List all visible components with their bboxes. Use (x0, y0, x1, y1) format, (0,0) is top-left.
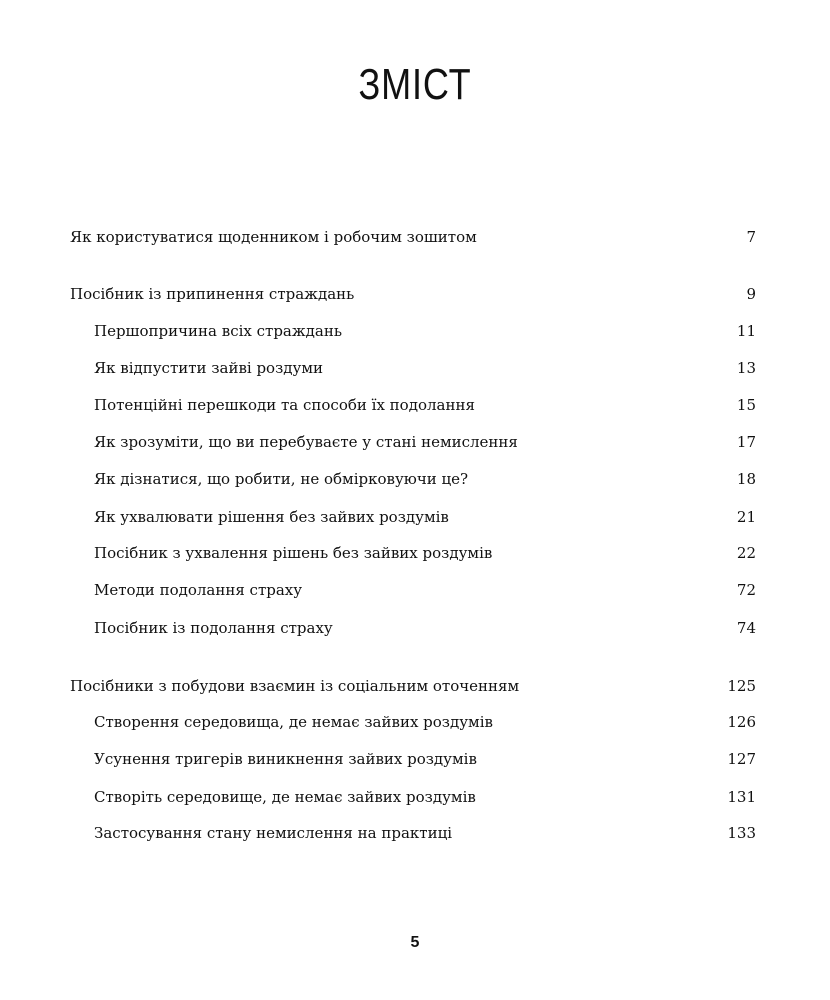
toc-entry-label: Посібник із подолання страху (94, 619, 333, 637)
toc-entry-label: Посібник з ухвалення рішень без зайвих роздумів (94, 544, 493, 562)
toc-entry (70, 674, 756, 698)
toc-entry-label: Посібники з побудови взаємин із соціальним оточенням (70, 677, 520, 695)
toc-entry-label: Як зрозуміти, що ви перебуваєте у стані немислення (94, 433, 518, 451)
toc-entry-page: 9 (746, 285, 756, 303)
toc-entry-page: 17 (736, 433, 756, 451)
toc-subentry (70, 710, 756, 734)
toc-entry-page: 72 (736, 581, 756, 599)
toc-subentry (70, 393, 756, 417)
toc-entry-page: 13 (736, 359, 756, 377)
toc-entry-label: Першопричина всіх страждань (94, 322, 343, 340)
toc-entry-page: 22 (736, 544, 756, 562)
toc-subentry (70, 467, 756, 491)
toc-entry-label: Як відпустити зайві роздуми (94, 359, 323, 377)
toc-entry-page: 126 (727, 713, 756, 731)
toc-entry (70, 225, 756, 249)
toc-subentry (70, 505, 756, 529)
toc-entry-label: Створення середовища, де немає зайвих роздумів (94, 713, 493, 731)
toc-subentry (70, 356, 756, 380)
toc-subentry (70, 785, 756, 809)
toc-entry-page: 127 (727, 750, 756, 768)
toc-entry-label: Як ухвалювати рішення без зайвих роздумів (94, 508, 449, 526)
toc-subentry (70, 319, 756, 343)
toc-entry-label: Застосування стану немислення на практиці (94, 824, 453, 842)
toc-subentry (70, 747, 756, 771)
toc-entry-label: Як користуватися щоденником і робочим зошитом (70, 228, 477, 246)
toc-entry-page: 21 (736, 508, 756, 526)
toc-subentry (70, 616, 756, 640)
toc-subentry (70, 578, 756, 602)
toc-entry-page: 18 (736, 470, 756, 488)
toc-entry-label: Посібник із припинення страждань (70, 285, 355, 303)
toc-entry (70, 282, 756, 306)
toc-entry-label: Потенційні перешкоди та способи їх подолання (94, 396, 475, 414)
toc-entry-label: Усунення тригерів виникнення зайвих роздумів (94, 750, 477, 768)
toc-entry-label: Як дізнатися, що робити, не обмірковуючи це? (94, 470, 469, 488)
toc-subentry (70, 821, 756, 845)
page-title: ЗМІСТ (358, 60, 472, 109)
toc-subentry (70, 541, 756, 565)
toc-entry-page: 133 (727, 824, 756, 842)
toc-entry-label: Створіть середовище, де немає зайвих роздумів (94, 788, 476, 806)
toc-entry-page: 74 (736, 619, 756, 637)
toc-entry-page: 7 (746, 228, 756, 246)
toc-entry-page: 11 (736, 322, 756, 340)
toc-entry-label: Методи подолання страху (94, 581, 303, 599)
toc-entry-page: 131 (727, 788, 756, 806)
toc-entry-page: 125 (727, 677, 756, 695)
toc-entry-page: 15 (736, 396, 756, 414)
page-number: 5 (410, 934, 420, 951)
toc-subentry (70, 430, 756, 454)
